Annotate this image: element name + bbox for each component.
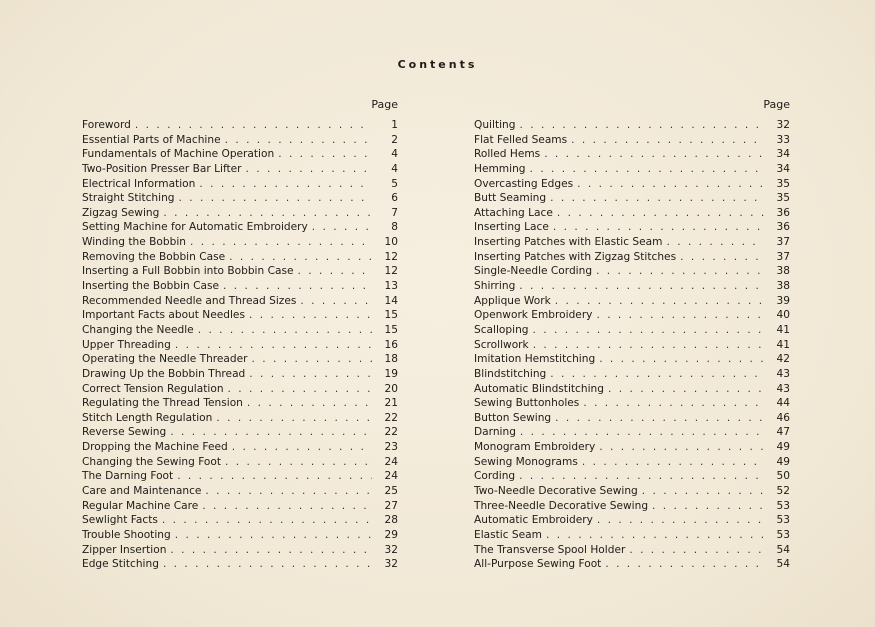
toc-entry [474,279,790,294]
toc-entry-title: Monogram Embroidery [474,441,596,454]
toc-entry-page-number: 49 [776,455,790,468]
dot-leader [229,250,372,265]
toc-entry-page-number: 15 [384,309,398,322]
toc-entry-title: Applique Work [474,294,551,307]
toc-entry [82,382,398,397]
toc-entry-page-number: 39 [776,294,790,307]
toc-entry-page-number: 52 [776,485,790,498]
toc-entry-page-number: 19 [384,367,398,380]
toc-entry-page-number: 50 [776,470,790,483]
dot-leader [170,425,372,440]
dot-leader [596,308,764,323]
toc-entry [474,543,790,558]
toc-entry-title: Automatic Embroidery [474,514,593,527]
dot-leader [278,147,372,162]
dot-leader [179,191,372,206]
toc-entry-title: Edge Stitching [82,558,159,571]
toc-entry-title: Overcasting Edges [474,177,574,190]
toc-entry-page-number: 41 [776,323,790,336]
dot-leader [555,411,764,426]
toc-entry-page-number: 22 [384,426,398,439]
dot-leader [577,177,764,192]
toc-entry-page-number: 46 [776,411,790,424]
toc-entry-page-number: 21 [384,397,398,410]
dot-leader [170,543,372,558]
toc-entry [82,177,398,192]
toc-entry [82,425,398,440]
dot-leader [652,499,764,514]
toc-entry-page-number: 33 [776,133,790,146]
toc-entry-title: Three-Needle Decorative Sewing [474,499,649,512]
toc-entry [474,338,790,353]
dot-leader [557,206,764,221]
toc-entry-page-number: 12 [384,250,398,263]
toc-entry [82,118,398,133]
toc-entry-title: Changing the Sewing Foot [82,455,222,468]
toc-entry-page-number: 4 [391,162,398,175]
toc-entry-title: Important Facts about Needles [82,309,245,322]
dot-leader [177,469,372,484]
toc-entry-page-number: 32 [384,543,398,556]
toc-entry [474,206,790,221]
dot-leader [246,162,372,177]
toc-entry [82,250,398,265]
dot-leader [530,162,764,177]
dot-leader [629,543,764,558]
toc-entry-title: Setting Machine for Automatic Embroidery [82,221,308,234]
toc-entry-page-number: 12 [384,265,398,278]
toc-entry [474,499,790,514]
toc-entry-title: Blindstitching [474,367,547,380]
toc-entry-title: Inserting the Bobbin Case [82,280,220,293]
dot-leader [249,367,372,382]
dot-leader [599,352,764,367]
toc-entry-page-number: 29 [384,528,398,541]
dot-leader [666,235,764,250]
toc-entry-page-number: 32 [776,119,790,131]
toc-entry [82,279,398,294]
toc-entry [474,440,790,455]
toc-entry-page-number: 20 [384,382,398,395]
toc-entry-page-number: 54 [776,543,790,556]
toc-entry-page-number: 35 [776,177,790,190]
toc-entry [474,264,790,279]
toc-entry [82,469,398,484]
toc-entry [474,382,790,397]
dot-leader [225,133,372,148]
toc-entry [474,557,790,572]
toc-entry [474,133,790,148]
dot-leader [533,323,764,338]
dot-leader [199,177,372,192]
toc-entry-page-number: 4 [391,148,398,161]
dot-leader [298,264,372,279]
toc-entry-title: Single-Needle Cording [474,265,593,278]
toc-entry-title: Inserting a Full Bobbin into Bobbin Case [82,265,294,278]
toc-entry-title: Hemming [474,162,526,175]
toc-entry-page-number: 38 [776,265,790,278]
dot-leader [162,513,372,528]
toc-entry-title: Inserting Lace [474,221,549,234]
toc-entry-page-number: 47 [776,426,790,439]
toc-entry-title: Upper Threading [82,338,171,351]
dot-leader [163,557,372,572]
toc-entry-page-number: 25 [384,485,398,498]
dot-leader [225,455,372,470]
toc-entry-page-number: 32 [384,558,398,571]
toc-entry-page-number: 27 [384,499,398,512]
toc-entry [474,513,790,528]
toc-entry [474,162,790,177]
toc-entry [474,118,790,133]
toc-entry [474,308,790,323]
toc-entry [82,440,398,455]
dot-leader [175,528,372,543]
toc-entry-title: Removing the Bobbin Case [82,250,226,263]
toc-entry-title: The Darning Foot [82,470,174,483]
dot-leader [312,220,372,235]
toc-entry [82,162,398,177]
dot-leader [550,191,764,206]
toc-entry [82,191,398,206]
toc-entry [474,367,790,382]
toc-entry [474,147,790,162]
toc-entry-title: Winding the Bobbin [82,236,186,249]
toc-entry [474,191,790,206]
dot-leader [247,396,372,411]
toc-entry [474,469,790,484]
toc-entry-page-number: 36 [776,221,790,234]
toc-entry-title: Elastic Seam [474,528,542,541]
toc-entry-page-number: 5 [391,177,398,190]
toc-entry-title: Inserting Patches with Elastic Seam [474,236,663,249]
toc-entry-page-number: 28 [384,514,398,527]
toc-entry-title: Drawing Up the Bobbin Thread [82,367,246,380]
toc-entry [474,352,790,367]
toc-entry-page-number: 38 [776,280,790,293]
toc-entry-title: Butt Seaming [474,192,547,205]
dot-leader [135,118,372,133]
toc-entry-title: Dropping the Machine Feed [82,441,228,454]
toc-entry [474,425,790,440]
dot-leader [583,396,764,411]
toc-entry-page-number: 18 [384,353,398,366]
toc-entry [474,235,790,250]
toc-entry-page-number: 40 [776,309,790,322]
dot-leader [533,338,764,353]
toc-entry-page-number: 24 [384,470,398,483]
dot-leader [582,455,764,470]
toc-entry [474,323,790,338]
toc-entry-title: Fundamentals of Machine Operation [82,148,275,161]
toc-entry-title: Shirring [474,280,516,293]
toc-entry [82,411,398,426]
dot-leader [519,118,764,133]
toc-entry-page-number: 37 [776,250,790,263]
toc-entry-title: Zigzag Sewing [82,206,160,219]
toc-entry-title: Sewing Buttonholes [474,397,580,410]
toc-entry-title: Automatic Blindstitching [474,382,604,395]
toc-entry-page-number: 42 [776,353,790,366]
toc-entry-page-number: 1 [391,119,398,131]
toc-entry-page-number: 10 [384,236,398,249]
toc-entry-title: Darning [474,426,516,439]
toc-entry [82,543,398,558]
toc-entry-page-number: 41 [776,338,790,351]
toc-entry [474,528,790,543]
dot-leader [571,133,764,148]
toc-entry-title: Trouble Shooting [82,528,171,541]
contents-column-right [474,96,790,572]
toc-entry-page-number: 43 [776,382,790,395]
toc-entry-page-number: 37 [776,236,790,249]
toc-entry [474,177,790,192]
toc-entry-page-number: 15 [384,323,398,336]
toc-entry-title: Cording [474,470,516,483]
toc-entry-page-number: 43 [776,367,790,380]
toc-entry [474,484,790,499]
dot-leader [300,294,372,309]
toc-entry [82,264,398,279]
toc-entry-page-number: 35 [776,192,790,205]
toc-entry-title: Regulating the Thread Tension [82,397,243,410]
toc-entry [474,220,790,235]
dot-leader [546,528,764,543]
toc-entry [474,411,790,426]
toc-entry-title: Foreword [82,119,131,131]
toc-entry-title: The Transverse Spool Holder [474,543,626,556]
toc-entry [82,396,398,411]
dot-leader [680,250,764,265]
toc-entry [82,323,398,338]
dot-leader [249,308,372,323]
toc-entry-title: Inserting Patches with Zigzag Stitches [474,250,677,263]
toc-entry-page-number: 16 [384,338,398,351]
toc-entry-title: Care and Maintenance [82,485,202,498]
dot-leader [163,206,372,221]
toc-entry [82,499,398,514]
dot-leader [597,513,764,528]
toc-entry [474,250,790,265]
toc-entry-title: Regular Machine Care [82,499,199,512]
toc-entry [82,133,398,148]
toc-entry-title: Two-Needle Decorative Sewing [474,485,638,498]
toc-entry-title: Changing the Needle [82,323,194,336]
toc-entry [82,557,398,572]
toc-entry-page-number: 54 [776,558,790,571]
toc-entry-title: Straight Stitching [82,192,175,205]
toc-entry-title: Electrical Information [82,177,196,190]
dot-leader [202,499,372,514]
dot-leader [608,382,764,397]
toc-entry-page-number: 7 [391,206,398,219]
dot-leader [519,469,764,484]
toc-entry [82,220,398,235]
toc-entry [82,367,398,382]
toc-entry [82,294,398,309]
dot-leader [596,264,764,279]
toc-entry-page-number: 14 [384,294,398,307]
page-title: Contents [397,58,478,71]
toc-entry [82,352,398,367]
toc-entry [474,294,790,309]
toc-entry-page-number: 13 [384,280,398,293]
toc-entry-title: Essential Parts of Machine [82,133,221,146]
dot-leader [223,279,372,294]
toc-entry-title: Rolled Hems [474,148,541,161]
dot-leader [605,557,764,572]
toc-entry-page-number: 44 [776,397,790,410]
toc-entry-title: Correct Tension Regulation [82,382,224,395]
toc-list [82,118,398,572]
toc-entry-page-number: 34 [776,162,790,175]
dot-leader [190,235,372,250]
contents-column-left [82,96,398,572]
toc-entry-title: Stitch Length Regulation [82,411,213,424]
dot-leader [550,367,764,382]
toc-entry-title: Imitation Hemstitching [474,353,596,366]
dot-leader [544,147,764,162]
page-column-header: Page [763,98,790,111]
toc-entry-page-number: 2 [391,133,398,146]
toc-entry-title: Openwork Embroidery [474,309,593,322]
dot-leader [553,220,764,235]
toc-entry [82,206,398,221]
dot-leader [555,294,764,309]
toc-entry-title: Quilting [474,119,516,131]
dot-leader [519,279,764,294]
toc-entry-page-number: 8 [391,221,398,234]
dot-leader [228,382,372,397]
toc-entry-page-number: 22 [384,411,398,424]
toc-list [474,118,790,572]
dot-leader [175,338,372,353]
toc-entry-title: Two-Position Presser Bar Lifter [82,162,242,175]
dot-leader [252,352,372,367]
toc-entry [474,396,790,411]
toc-entry [82,338,398,353]
toc-entry [82,455,398,470]
toc-entry-title: Recommended Needle and Thread Sizes [82,294,297,307]
dot-leader [232,440,372,455]
dot-leader [599,440,764,455]
toc-entry-title: All-Purpose Sewing Foot [474,558,602,571]
toc-entry [82,528,398,543]
dot-leader [520,425,764,440]
toc-entry-page-number: 36 [776,206,790,219]
toc-entry-title: Reverse Sewing [82,426,167,439]
toc-entry-page-number: 6 [391,192,398,205]
dot-leader [642,484,764,499]
toc-entry-title: Sewing Monograms [474,455,578,468]
toc-entry-page-number: 53 [776,528,790,541]
toc-entry-title: Operating the Needle Threader [82,353,248,366]
toc-entry-page-number: 23 [384,441,398,454]
toc-entry-title: Button Sewing [474,411,552,424]
toc-entry-title: Zipper Insertion [82,543,167,556]
toc-entry [474,455,790,470]
toc-entry [82,147,398,162]
toc-entry-page-number: 24 [384,455,398,468]
toc-entry-title: Flat Felled Seams [474,133,568,146]
toc-entry-page-number: 53 [776,514,790,527]
toc-entry-title: Sewlight Facts [82,514,158,527]
dot-leader [198,323,372,338]
toc-entry-title: Scrollwork [474,338,529,351]
toc-entry-page-number: 53 [776,499,790,512]
toc-entry-title: Scalloping [474,323,529,336]
toc-entry [82,235,398,250]
toc-entry [82,484,398,499]
toc-entry-page-number: 34 [776,148,790,161]
toc-entry [82,308,398,323]
toc-entry-title: Attaching Lace [474,206,553,219]
toc-entry [82,513,398,528]
dot-leader [216,411,372,426]
dot-leader [205,484,372,499]
page-column-header: Page [371,98,398,111]
toc-entry-page-number: 49 [776,441,790,454]
